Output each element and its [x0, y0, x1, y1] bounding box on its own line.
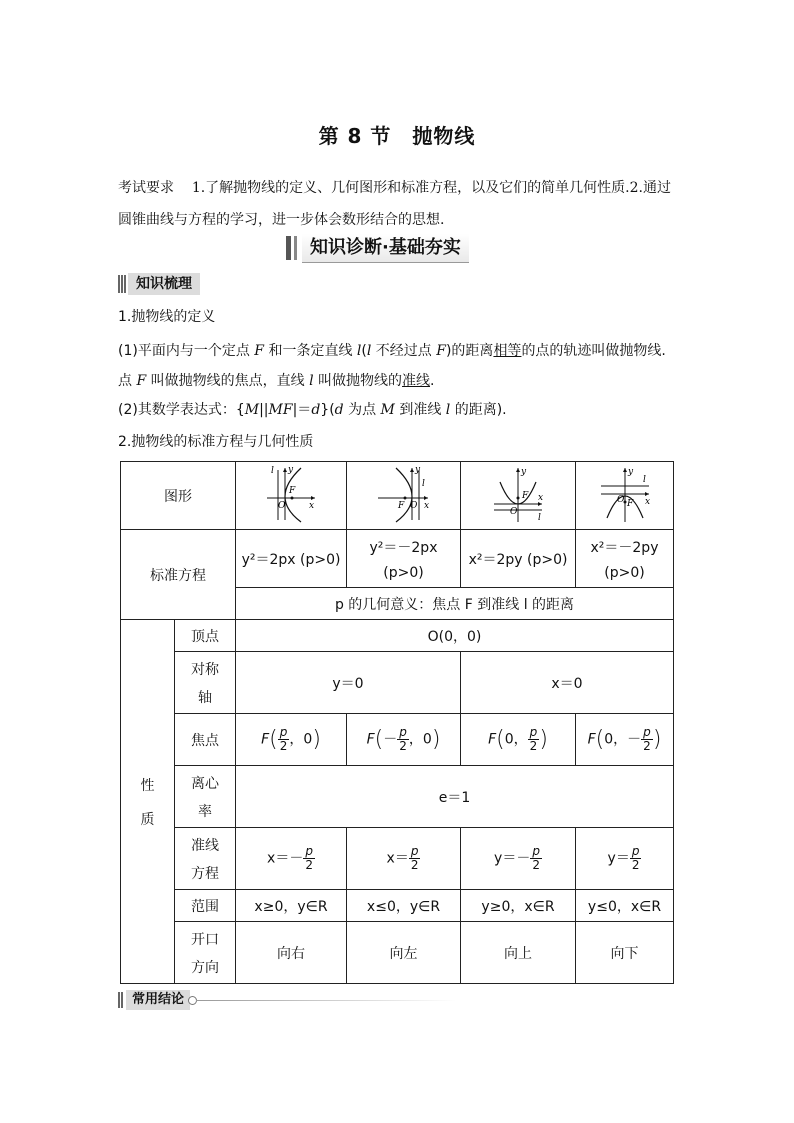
svg-text:x: x: [309, 500, 315, 511]
svg-text:l: l: [538, 512, 541, 523]
parabola-properties-table: [120, 461, 674, 984]
svg-text:F: F: [522, 490, 529, 501]
equation-label: 标准方程: [121, 530, 236, 620]
figure-label: 图形: [121, 462, 236, 530]
figure-right-opening: [236, 462, 347, 530]
range-right: x≥0，y∈R: [236, 890, 347, 922]
focus-down: F(0，－ $\frac{p}{2}$ ): [576, 714, 674, 766]
svg-text:y: y: [288, 464, 294, 475]
requirements-label: 考试要求: [118, 180, 174, 196]
definition-heading: 1.抛物线的定义: [118, 309, 216, 325]
svg-text:F: F: [397, 500, 404, 511]
section-banner: [286, 234, 506, 262]
svg-text:y: y: [414, 464, 420, 475]
directrix-label: 准线 方程: [175, 828, 236, 890]
directrix-right: x＝－ $\frac{p}{2}$: [236, 828, 347, 890]
equation-up: x²＝2py (p>0): [461, 530, 576, 588]
svg-text:O: O: [616, 494, 624, 505]
page-title: 第 8 节 抛物线: [318, 124, 476, 148]
svg-text:x: x: [538, 492, 544, 503]
range-label: 范围: [175, 890, 236, 922]
eccentricity-label: 离心 率: [175, 766, 236, 828]
definition-paragraph-1: (1)平面内与一个定点 F 和一条定直线 l(l 不经过点 F)的距离相等的点的轨迹叫做抛物线.点 F 叫做抛物线的焦点，直线 l 叫做抛物线的准线.: [118, 343, 666, 389]
opening-down: 向下: [576, 922, 674, 984]
svg-text:l: l: [421, 478, 425, 489]
svg-text:y: y: [627, 466, 633, 477]
axis-vertical: x＝0: [461, 652, 674, 714]
parabola-right-figure: [261, 464, 321, 524]
focus-right: F( $\frac{p}{2}$ ，0): [236, 714, 347, 766]
equation-left: y²＝－2px (p>0): [347, 530, 461, 588]
svg-text:O: O: [409, 500, 417, 511]
figure-down-opening: [576, 462, 674, 530]
vertex-label: 顶点: [175, 620, 236, 652]
properties-heading: 2.抛物线的标准方程与几何性质: [118, 434, 314, 450]
opening-label: 开口 方向: [175, 922, 236, 984]
svg-text:y: y: [521, 466, 527, 477]
axis-label: 对称 轴: [175, 652, 236, 714]
svg-text:O: O: [510, 506, 518, 517]
vertex-value: O(0，0): [236, 620, 674, 652]
directrix-left: x＝ $\frac{p}{2}$: [347, 828, 461, 890]
svg-text:F: F: [626, 498, 633, 509]
definition-paragraph-2: (2)其数学表达式：{M||MF|＝d}(d 为点 M 到准线 l 的距离).: [118, 402, 507, 418]
opening-up: 向上: [461, 922, 576, 984]
range-down: y≤0，x∈R: [576, 890, 674, 922]
directrix-down: y＝ $\frac{p}{2}$: [576, 828, 674, 890]
banner-text: 知识诊断·基础夯实: [302, 234, 469, 263]
directrix-up: y＝－ $\frac{p}{2}$: [461, 828, 576, 890]
svg-text:l: l: [642, 474, 646, 485]
focus-label: 焦点: [175, 714, 236, 766]
opening-left: 向左: [347, 922, 461, 984]
figure-left-opening: [347, 462, 461, 530]
requirements-text: 1.了解抛物线的定义、几何图形和标准方程，以及它们的简单几何性质.2.通过圆锥曲线与方程的学习，进一步体会数形结合的思想.: [118, 180, 671, 228]
svg-text:F: F: [289, 485, 296, 496]
parabola-down-figure: [595, 464, 655, 524]
p-meaning: p 的几何意义：焦点 F 到准线 l 的距离: [236, 588, 674, 620]
exam-requirements: [118, 172, 678, 236]
common-conclusions-label: 常用结论: [126, 990, 190, 1010]
svg-text:x: x: [644, 496, 650, 507]
parabola-up-figure: [488, 464, 548, 524]
parabola-left-figure: [374, 464, 434, 524]
svg-text:x: x: [423, 500, 429, 511]
subsection-label: 知识梳理: [128, 273, 200, 295]
properties-group-label: 性 质: [121, 620, 175, 984]
figure-up-opening: [461, 462, 576, 530]
eccentricity-value: e＝1: [236, 766, 674, 828]
axis-horizontal: y＝0: [236, 652, 461, 714]
svg-text:l: l: [271, 465, 274, 476]
range-up: y≥0，x∈R: [461, 890, 576, 922]
equation-right: y²＝2px (p>0): [236, 530, 347, 588]
opening-right: 向右: [236, 922, 347, 984]
focus-left: F(－ $\frac{p}{2}$ ，0): [347, 714, 461, 766]
range-left: x≤0，y∈R: [347, 890, 461, 922]
equation-down: x²＝－2py (p>0): [576, 530, 674, 588]
focus-up: F(0， $\frac{p}{2}$ ): [461, 714, 576, 766]
svg-text:O: O: [278, 500, 286, 511]
